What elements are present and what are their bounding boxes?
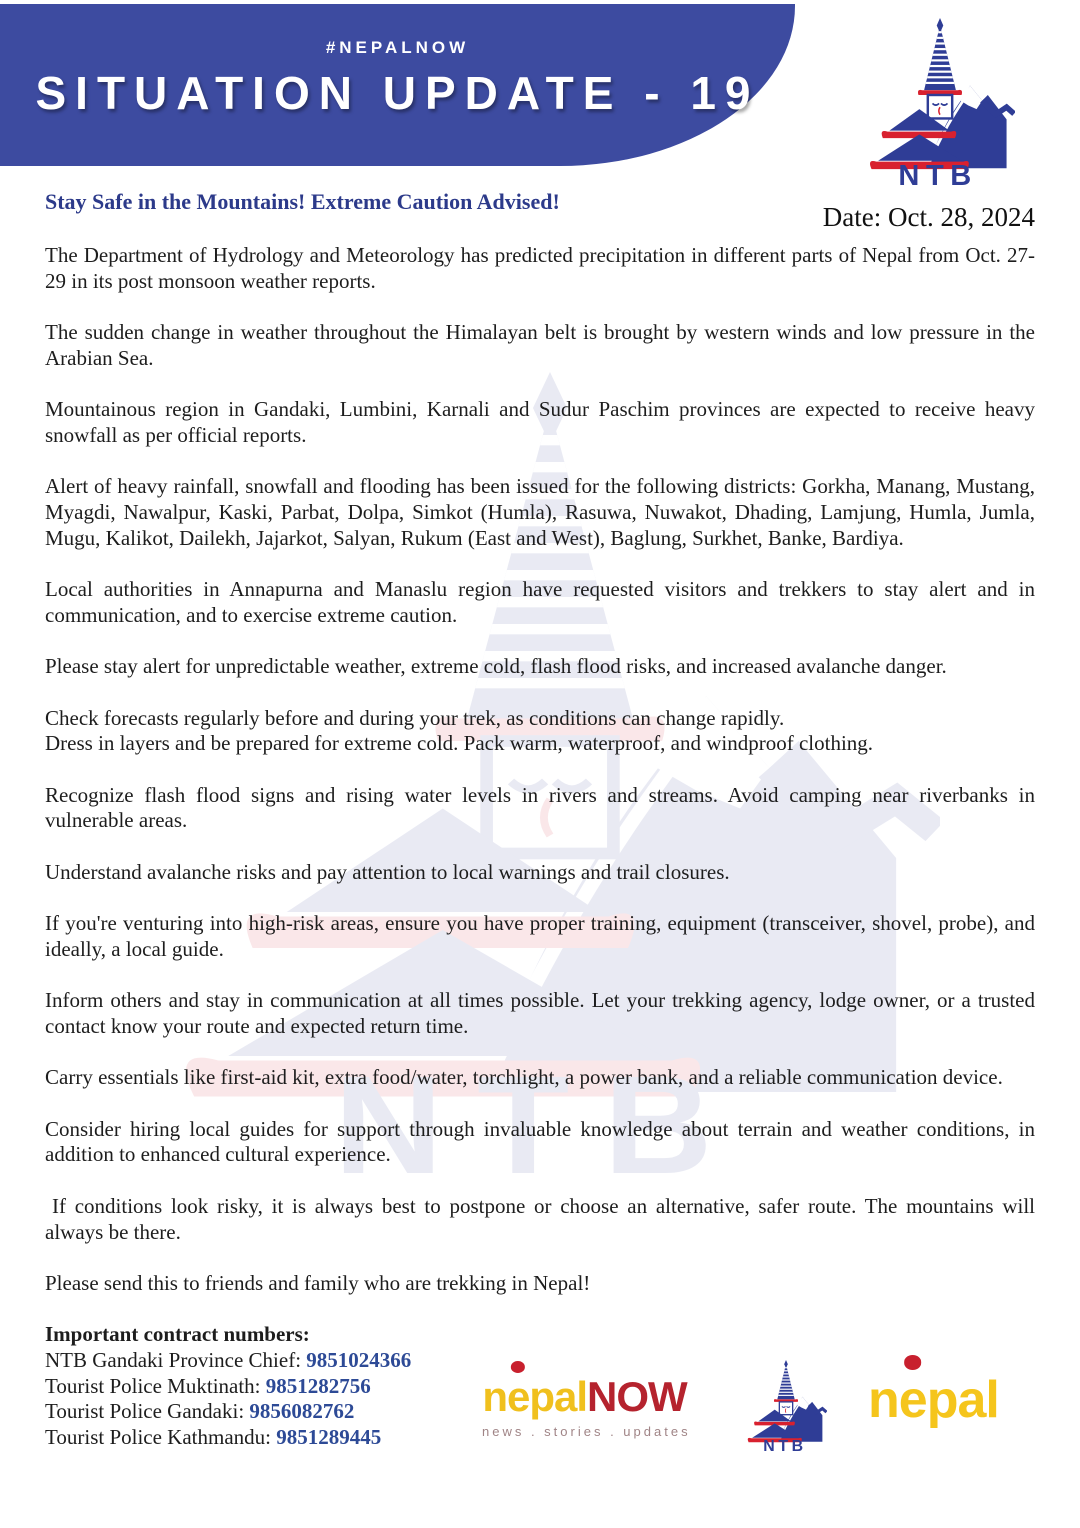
paragraph: Local authorities in Annapurna and Manaslu region have requested visitors and trekkers to stay alert and in communication, and to exercise extreme caution. (45, 577, 1035, 627)
paragraph: Understand avalanche risks and pay attention to local warnings and trail closures. (45, 859, 730, 884)
page-title: SITUATION UPDATE - 19 (35, 67, 760, 119)
header-banner (0, 4, 795, 166)
hashtag-label: #NEPALNOW (325, 38, 470, 57)
ntb-logo (865, 18, 1015, 187)
contact-label: Tourist Police Muktinath: (45, 1373, 266, 1398)
contacts-heading: Important contract numbers: (45, 1322, 310, 1347)
nepalnow-e: e (506, 1373, 530, 1420)
paragraph: Recognize flash flood signs and rising water levels in rivers and streams. Avoid camping near riverbanks in vulnerable areas. (45, 782, 1035, 833)
nepalnow-logo (482, 1373, 691, 1439)
nepalnow-pal: pal (529, 1373, 588, 1420)
paragraph: Dress in layers and be prepared for extreme cold. Pack warm, waterproof, and windproof clothing. (45, 731, 874, 756)
contact-label: Tourist Police Gandaki: (45, 1399, 250, 1424)
contact-label: Tourist Police Kathmandu: (45, 1425, 277, 1450)
paragraph: Consider hiring local guides for support through invaluable knowledge about terrain and weather conditions, in addition to enhanced cultural experience. (45, 1116, 1035, 1167)
paragraph: Please send this to friends and family who are trekking in Nepal! (45, 1270, 591, 1295)
paragraph: Alert of heavy rainfall, snowfall and flooding has been issued for the following districts: Gorkha, Manang, Mustang, Myagdi, Nawalpur, Kaski, Parbat, Dolpa, Simkot (Humla), Rasuwa, Nuwakot, Dhading, Lamjung, Humla, Jumla, Mugu, Kalikot, Dailekh, Jajarkot, Salyan, Rukum (East and West), Baglung, Surkhet, Banke, Bardiya. (45, 474, 1035, 550)
nepal-brand-logo (868, 1371, 999, 1429)
contact-number: 9851289445 (276, 1425, 382, 1450)
alert-heading: Stay Safe in the Mountains! Extreme Caution Advised! (45, 189, 560, 214)
nepalnow-wordmark (482, 1373, 687, 1420)
paragraph: Please stay alert for unpredictable weather, extreme cold, flash flood risks, and increased avalanche danger. (45, 654, 947, 679)
nepal-brand-n: n (868, 1371, 899, 1429)
date-label: Date: Oct. 28, 2024 (822, 202, 1035, 232)
ntb-footer-logo (745, 1360, 827, 1452)
paragraph: If conditions look risky, it is always best to postpone or choose an alternative, safer route. The mountains will always be there. (45, 1193, 1035, 1244)
nepalnow-tagline: news . stories . updates (482, 1424, 691, 1439)
paragraph: Inform others and stay in communication at all times possible. Let your trekking agency, lodge owner, or a trusted contact know your route and expected return time. (45, 988, 1035, 1038)
nepalnow-now: NOW (587, 1373, 687, 1420)
contact-number: 9851282756 (265, 1373, 371, 1398)
paragraph: Check forecasts regularly before and during your trek, as conditions can change rapidly. (45, 705, 785, 730)
body-text (45, 243, 1035, 1451)
contact-number: 9851024366 (306, 1348, 412, 1372)
paragraph: Carry essentials like first-aid kit, extra food/water, torchlight, a power bank, and a reliable communication device. (45, 1065, 1003, 1090)
paragraph: Mountainous region in Gandaki, Lumbini, Karnali and Sudur Paschim provinces are expected to receive heavy snowfall as per official reports. (45, 397, 1035, 447)
nepal-brand-pal: pal (926, 1371, 999, 1429)
paragraph: The sudden change in weather throughout the Himalayan belt is brought by western winds and low pressure in the Arabian Sea. (45, 320, 1035, 370)
paragraph: The Department of Hydrology and Meteorology has predicted precipitation in different parts of Nepal from Oct. 27-29 in its post monsoon weather reports. (45, 243, 1035, 293)
contact-label: NTB Gandaki Province Chief: (45, 1348, 307, 1372)
contact-row (45, 1348, 1035, 1374)
nepalnow-n: n (482, 1373, 507, 1420)
paragraph: If you're venturing into high-risk areas, ensure you have proper training, equipment (transceiver, shovel, probe), and ideally, a local guide. (45, 911, 1035, 961)
nepal-brand-e: e (898, 1371, 927, 1429)
contact-number: 9856082762 (249, 1399, 355, 1424)
